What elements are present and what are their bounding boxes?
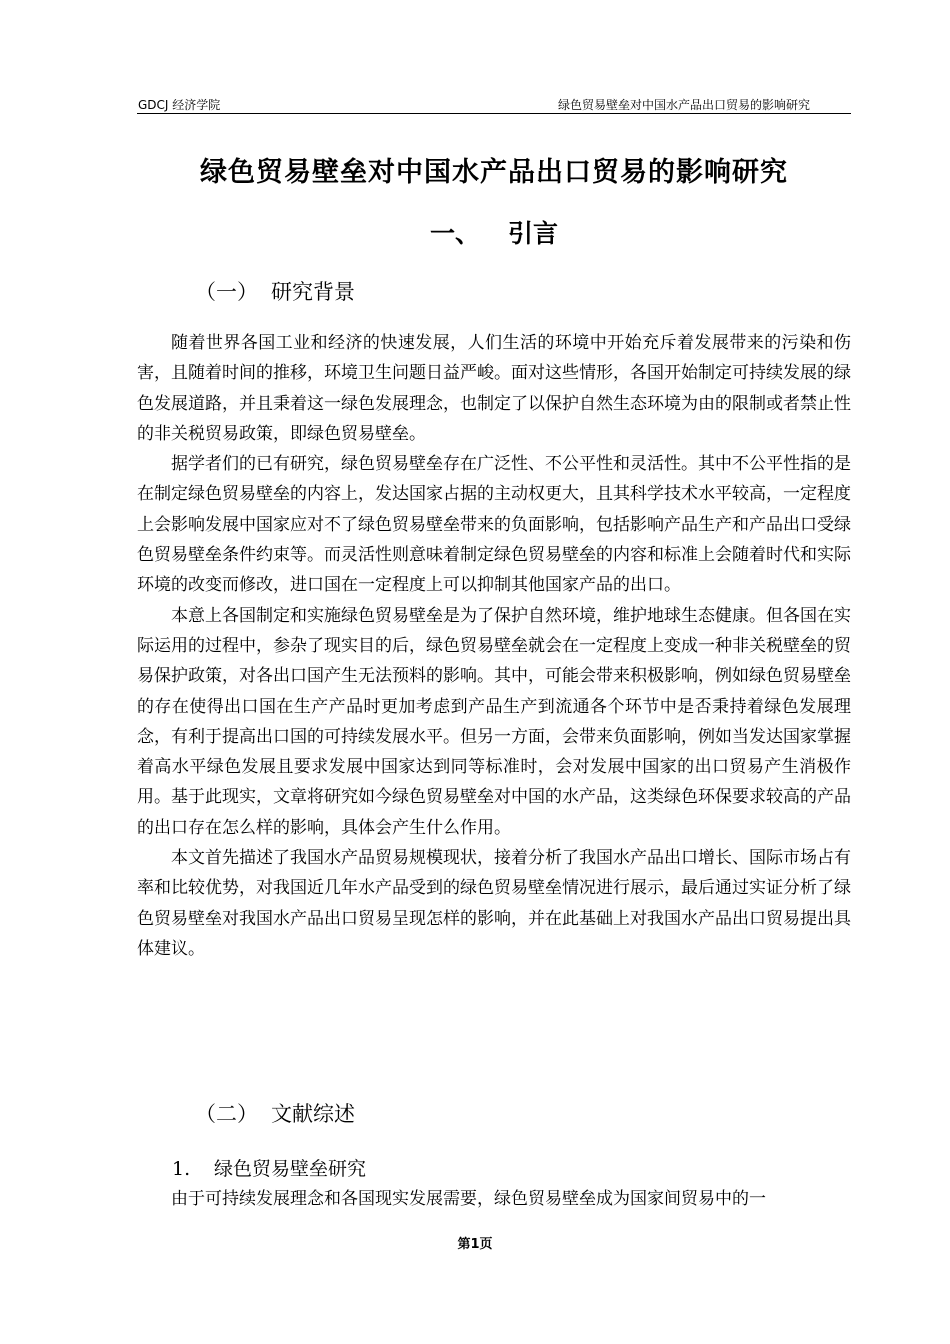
paragraph: 据学者们的已有研究，绿色贸易壁垒存在广泛性、不公平性和灵活性。其中不公平性指的是在制定绿色贸易壁垒的内容上，发达国家占据的主动权更大，且其科学技术水平较高，一定程度上会影响发展中国家应对不了绿色贸易壁垒带来的负面影响，包括影响产品生产和产品出口受绿色贸易壁垒条件约束等。而灵活性则意味着制定绿色贸易壁垒的内容和标准上会随着时代和实际环境的改变而修改，进口国在一定程度上可以抑制其他国家产品的出口。 (137, 454, 851, 596)
subsubsection-heading (172, 1154, 366, 1181)
header-right: 绿色贸易壁垒对中国水产品出口贸易的影响研究 (557, 98, 810, 112)
section-label: 引言 (508, 219, 559, 248)
subsubsection-number: 1. (172, 1158, 191, 1180)
paper-title: 绿色贸易壁垒对中国水产品出口贸易的影响研究 (200, 157, 788, 188)
header-divider (137, 113, 851, 114)
subsection-heading-literature-review (195, 1098, 355, 1128)
subsection-label: 文献综述 (271, 1102, 355, 1126)
subsubsection-label: 绿色贸易壁垒研究 (214, 1158, 367, 1180)
subsection-label: 研究背景 (271, 280, 355, 304)
subsection-number: （一） (195, 280, 258, 304)
paragraph: 随着世界各国工业和经济的快速发展，人们生活的环境中开始充斥着发展带来的污染和伤害，且随着时间的推移，环境卫生问题日益严峻。面对这些情形，各国开始制定可持续发展的绿色发展道路，并且秉着这一绿色发展理念，也制定了以保护自然生态环境为由的限制或者禁止性的非关税贸易政策，即绿色贸易壁垒。 (137, 333, 851, 444)
page-number: 第1页 (457, 1237, 493, 1252)
paragraph: 本意上各国制定和实施绿色贸易壁垒是为了保护自然环境，维护地球生态健康。但各国在实际运用的过程中，参杂了现实目的后，绿色贸易壁垒就会在一定程度上变成一种非关税壁垒的贸易保护政策，对各出口国产生无法预料的影响。其中，可能会带来积极影响，例如绿色贸易壁垒的存在使得出口国在生产产品时更加考虑到产品生产到流通各个环节中是否秉持着绿色发展理念，有利于提高出口国的可持续发展水平。但另一方面，会带来负面影响，例如当发达国家掌握着高水平绿色发展且要求发展中国家达到同等标准时，会对发展中国家的出口贸易产生消极作用。基于此现实，文章将研究如今绿色贸易壁垒对中国的水产品，这类绿色环保要求较高的产品的出口存在怎么样的影响，具体会产生什么作用。 (137, 605, 851, 838)
section-number: 一、 (429, 219, 480, 248)
subsection-number: （二） (195, 1102, 258, 1126)
section-heading-introduction (137, 214, 851, 250)
body-text (137, 328, 851, 964)
header-left: GDCJ 经济学院 (138, 98, 221, 112)
paragraph: 本文首先描述了我国水产品贸易规模现状，接着分析了我国水产品出口增长、国际市场占有率和比较优势，对我国近几年水产品受到的绿色贸易壁垒情况进行展示，最后通过实证分析了绿色贸易壁垒对我国水产品出口贸易呈现怎样的影响，并在此基础上对我国水产品出口贸易提出具体建议。 (137, 848, 851, 959)
paragraph-continuation: 由于可持续发展理念和各国现实发展需要，绿色贸易壁垒成为国家间贸易中的一 (171, 1189, 766, 1209)
subsection-heading-background (195, 276, 355, 306)
